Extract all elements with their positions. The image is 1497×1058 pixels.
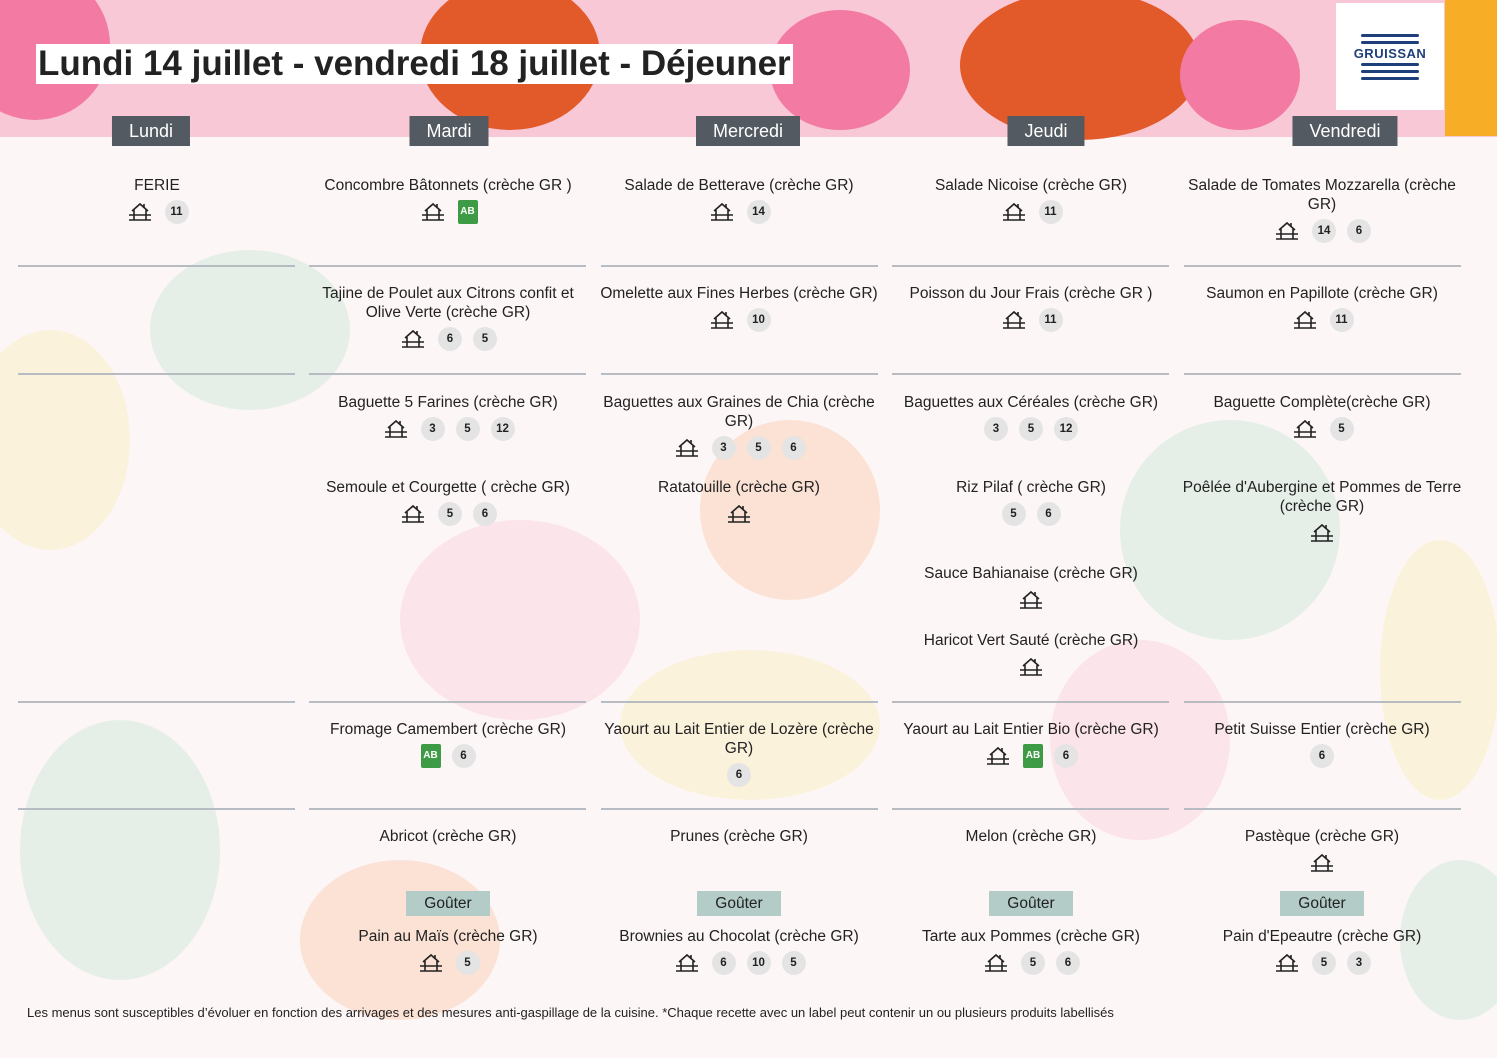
allergen-badge: 6 bbox=[1056, 951, 1080, 975]
menu-item bbox=[308, 478, 588, 526]
pink-shape bbox=[1180, 20, 1300, 130]
house-icon bbox=[1308, 521, 1336, 545]
house-icon bbox=[1308, 851, 1336, 875]
logo-wave bbox=[1361, 70, 1419, 73]
pale-yellow-shape bbox=[0, 330, 130, 550]
logo-text: GRUISSAN bbox=[1353, 45, 1427, 61]
row-separator bbox=[1184, 265, 1461, 267]
allergen-badge: 5 bbox=[1312, 951, 1336, 975]
menu-item-name: Ratatouille (crèche GR) bbox=[658, 479, 820, 496]
allergen-badge: 3 bbox=[1347, 951, 1371, 975]
menu-item bbox=[599, 827, 879, 846]
menu-item-name: Concombre Bâtonnets (crèche GR ) bbox=[324, 177, 572, 194]
allergen-badge: 11 bbox=[1330, 308, 1354, 332]
menu-item-icons bbox=[1182, 219, 1462, 243]
house-icon bbox=[399, 327, 427, 351]
row-separator bbox=[1184, 701, 1461, 703]
menu-item bbox=[891, 564, 1171, 612]
menu-item-name: Tajine de Poulet aux Citrons confit et Olive Verte (crèche GR) bbox=[322, 285, 574, 321]
menu-item bbox=[599, 720, 879, 787]
house-icon bbox=[1017, 655, 1045, 679]
row-separator bbox=[892, 265, 1169, 267]
menu-item-name: Riz Pilaf ( crèche GR) bbox=[956, 479, 1106, 496]
menu-item-name: Prunes (crèche GR) bbox=[670, 828, 808, 845]
row-separator bbox=[601, 265, 878, 267]
allergen-badge: 5 bbox=[456, 417, 480, 441]
day-header-lundi: Lundi bbox=[112, 116, 190, 146]
menu-item-name: Baguettes aux Graines de Chia (crèche GR) bbox=[603, 394, 875, 430]
allergen-badge: 5 bbox=[1002, 502, 1026, 526]
menu-item bbox=[599, 284, 879, 332]
logo-wave bbox=[1361, 41, 1419, 44]
day-header-vendredi: Vendredi bbox=[1292, 116, 1397, 146]
gouter-label-mercredi: Goûter bbox=[697, 891, 781, 916]
row-separator bbox=[892, 373, 1169, 375]
logo-wave bbox=[1361, 63, 1419, 66]
row-separator bbox=[1184, 808, 1461, 810]
day-header-mardi: Mardi bbox=[409, 116, 488, 146]
house-icon bbox=[382, 417, 410, 441]
menu-item-icons bbox=[891, 308, 1171, 332]
menu-item-icons bbox=[1182, 951, 1462, 975]
menu-item-name: Salade de Tomates Mozzarella (crèche GR) bbox=[1188, 177, 1456, 213]
menu-item bbox=[308, 827, 588, 846]
allergen-badge: 5 bbox=[782, 951, 806, 975]
menu-item bbox=[1182, 720, 1462, 768]
allergen-badge: 11 bbox=[1039, 308, 1063, 332]
house-icon bbox=[1273, 219, 1301, 243]
row-separator bbox=[309, 373, 586, 375]
menu-item-icons bbox=[599, 436, 879, 460]
day-header-mercredi: Mercredi bbox=[696, 116, 800, 146]
menu-item bbox=[17, 176, 297, 224]
menu-item-name: Melon (crèche GR) bbox=[965, 828, 1097, 845]
row-separator bbox=[892, 808, 1169, 810]
allergen-badge: 5 bbox=[473, 327, 497, 351]
menu-item bbox=[599, 393, 879, 460]
menu-item-icons bbox=[1182, 417, 1462, 441]
menu-item bbox=[1182, 284, 1462, 332]
row-separator bbox=[892, 701, 1169, 703]
house-icon bbox=[982, 951, 1010, 975]
row-separator bbox=[18, 373, 295, 375]
logo-wave bbox=[1361, 77, 1419, 80]
menu-item-icons bbox=[891, 502, 1171, 526]
house-icon bbox=[725, 502, 753, 526]
allergen-badge: 6 bbox=[712, 951, 736, 975]
menu-item bbox=[891, 478, 1171, 526]
logo-wave bbox=[1361, 34, 1419, 37]
menu-item-icons bbox=[599, 308, 879, 332]
house-icon bbox=[419, 200, 447, 224]
allergen-badge: 11 bbox=[165, 200, 189, 224]
house-icon bbox=[673, 951, 701, 975]
menu-item-name: Baguette Complète(crèche GR) bbox=[1213, 394, 1431, 411]
menu-item bbox=[308, 176, 588, 224]
menu-item-name: Baguette 5 Farines (crèche GR) bbox=[338, 394, 558, 411]
menu-item-name: Poisson du Jour Frais (crèche GR ) bbox=[909, 285, 1153, 302]
menu-item-name: FERIE bbox=[134, 177, 180, 194]
row-separator bbox=[309, 265, 586, 267]
row-separator bbox=[18, 808, 295, 810]
allergen-badge: 5 bbox=[1021, 951, 1045, 975]
allergen-badge: 3 bbox=[712, 436, 736, 460]
house-icon bbox=[1000, 308, 1028, 332]
menu-item bbox=[891, 393, 1171, 441]
menu-item-icons bbox=[308, 327, 588, 351]
menu-item-name: Pain d'Epeautre (crèche GR) bbox=[1222, 928, 1422, 945]
menu-item-name: Poêlée d'Aubergine et Pommes de Terre (crèche GR) bbox=[1182, 479, 1462, 515]
house-icon bbox=[1000, 200, 1028, 224]
row-separator bbox=[18, 701, 295, 703]
menu-item-icons bbox=[1182, 744, 1462, 768]
menu-item-icons bbox=[308, 502, 588, 526]
menu-item bbox=[891, 720, 1171, 768]
menu-item-name: Yaourt au Lait Entier de Lozère (crèche GR) bbox=[604, 721, 874, 757]
menu-item-name: Yaourt au Lait Entier Bio (crèche GR) bbox=[903, 721, 1159, 738]
menu-item-icons bbox=[891, 588, 1171, 612]
allergen-badge: 10 bbox=[747, 951, 771, 975]
menu-item bbox=[1182, 927, 1462, 975]
allergen-badge: 10 bbox=[747, 308, 771, 332]
ab-organic-icon: AB bbox=[1023, 744, 1043, 768]
menu-item-name: Pain au Maïs (crèche GR) bbox=[358, 928, 538, 945]
menu-item-icons bbox=[599, 200, 879, 224]
house-icon bbox=[673, 436, 701, 460]
menu-item-name: Salade de Betterave (crèche GR) bbox=[624, 177, 854, 194]
allergen-badge: 5 bbox=[456, 951, 480, 975]
menu-item bbox=[891, 927, 1171, 975]
row-separator bbox=[601, 808, 878, 810]
menu-item-icons bbox=[308, 951, 588, 975]
menu-item bbox=[599, 176, 879, 224]
menu-item-icons bbox=[308, 417, 588, 441]
allergen-badge: 6 bbox=[452, 744, 476, 768]
menu-item-icons bbox=[599, 763, 879, 787]
menu-item-icons bbox=[308, 200, 588, 224]
menu-item-icons bbox=[1182, 308, 1462, 332]
allergen-badge: 6 bbox=[727, 763, 751, 787]
pale-pink-shape bbox=[400, 520, 640, 720]
menu-item-icons bbox=[308, 744, 588, 768]
row-separator bbox=[309, 701, 586, 703]
menu-item bbox=[1182, 393, 1462, 441]
allergen-badge: 3 bbox=[421, 417, 445, 441]
row-separator bbox=[601, 373, 878, 375]
menu-item-name: Salade Nicoise (crèche GR) bbox=[934, 177, 1128, 194]
menu-item-name: Tarte aux Pommes (crèche GR) bbox=[922, 928, 1140, 945]
house-icon bbox=[399, 502, 427, 526]
menu-item-name: Semoule et Courgette ( crèche GR) bbox=[326, 479, 570, 496]
allergen-badge: 5 bbox=[1019, 417, 1043, 441]
yellow-shape bbox=[1445, 0, 1497, 136]
menu-item-icons bbox=[599, 951, 879, 975]
house-icon bbox=[1273, 951, 1301, 975]
gouter-label-vendredi: Goûter bbox=[1280, 891, 1364, 916]
allergen-badge: 5 bbox=[438, 502, 462, 526]
menu-item-icons bbox=[891, 200, 1171, 224]
allergen-badge: 6 bbox=[1037, 502, 1061, 526]
menu-item bbox=[891, 284, 1171, 332]
footer-note: Les menus sont susceptibles d’évoluer en fonction des arrivages et des mesures anti-gaspillage de la cuisine. *Chaque recette avec un label peut contenir un ou plusieurs produits labellisés bbox=[27, 1005, 1114, 1020]
gouter-label-mardi: Goûter bbox=[406, 891, 490, 916]
allergen-badge: 6 bbox=[1347, 219, 1371, 243]
menu-item-name: Petit Suisse Entier (crèche GR) bbox=[1214, 721, 1430, 738]
menu-item-name: Baguettes aux Céréales (crèche GR) bbox=[903, 394, 1159, 411]
house-icon bbox=[126, 200, 154, 224]
menu-item-name: Omelette aux Fines Herbes (crèche GR) bbox=[600, 285, 878, 302]
menu-item bbox=[308, 284, 588, 351]
house-icon bbox=[708, 308, 736, 332]
allergen-badge: 5 bbox=[1330, 417, 1354, 441]
menu-item-icons bbox=[891, 417, 1171, 441]
allergen-badge: 14 bbox=[1312, 219, 1336, 243]
allergen-badge: 3 bbox=[984, 417, 1008, 441]
menu-item-name: Fromage Camembert (crèche GR) bbox=[329, 721, 566, 738]
menu-item bbox=[891, 631, 1171, 679]
house-icon bbox=[1017, 588, 1045, 612]
menu-item-icons bbox=[1182, 521, 1462, 545]
menu-item-name: Saumon en Papillote (crèche GR) bbox=[1206, 285, 1438, 302]
gruissan-logo bbox=[1336, 3, 1444, 110]
menu-item-icons bbox=[599, 502, 879, 526]
allergen-badge: 6 bbox=[1054, 744, 1078, 768]
gouter-label-jeudi: Goûter bbox=[989, 891, 1073, 916]
ab-organic-icon: AB bbox=[458, 200, 478, 224]
allergen-badge: 6 bbox=[1310, 744, 1334, 768]
menu-item-icons bbox=[891, 655, 1171, 679]
house-icon bbox=[1291, 308, 1319, 332]
menu-item bbox=[599, 927, 879, 975]
allergen-badge: 6 bbox=[782, 436, 806, 460]
allergen-badge: 11 bbox=[1039, 200, 1063, 224]
menu-item bbox=[1182, 478, 1462, 545]
allergen-badge: 6 bbox=[438, 327, 462, 351]
menu-item bbox=[891, 176, 1171, 224]
allergen-badge: 6 bbox=[473, 502, 497, 526]
menu-item-icons bbox=[891, 744, 1171, 768]
row-separator bbox=[309, 808, 586, 810]
menu-item bbox=[308, 927, 588, 975]
allergen-badge: 12 bbox=[491, 417, 515, 441]
house-icon bbox=[1291, 417, 1319, 441]
allergen-badge: 12 bbox=[1054, 417, 1078, 441]
house-icon bbox=[708, 200, 736, 224]
menu-item bbox=[308, 720, 588, 768]
menu-item-name: Pastèque (crèche GR) bbox=[1244, 828, 1400, 845]
page-title: Lundi 14 juillet - vendredi 18 juillet - Déjeuner bbox=[38, 44, 791, 83]
menu-item bbox=[1182, 827, 1462, 875]
pale-green-shape bbox=[20, 720, 220, 980]
allergen-badge: 5 bbox=[747, 436, 771, 460]
row-separator bbox=[1184, 373, 1461, 375]
menu-item-name: Abricot (crèche GR) bbox=[379, 828, 517, 845]
menu-item bbox=[308, 393, 588, 441]
house-icon bbox=[984, 744, 1012, 768]
row-separator bbox=[601, 701, 878, 703]
ab-organic-icon: AB bbox=[421, 744, 441, 768]
menu-item bbox=[1182, 176, 1462, 243]
menu-item-name: Brownies au Chocolat (crèche GR) bbox=[619, 928, 859, 945]
day-header-jeudi: Jeudi bbox=[1007, 116, 1084, 146]
allergen-badge: 14 bbox=[747, 200, 771, 224]
menu-item-icons bbox=[17, 200, 297, 224]
row-separator bbox=[18, 265, 295, 267]
menu-item-name: Sauce Bahianaise (crèche GR) bbox=[924, 565, 1138, 582]
menu-item-icons bbox=[1182, 851, 1462, 875]
menu-item-icons bbox=[891, 951, 1171, 975]
house-icon bbox=[417, 951, 445, 975]
menu-item bbox=[891, 827, 1171, 846]
menu-item-name: Haricot Vert Sauté (crèche GR) bbox=[923, 632, 1139, 649]
menu-item bbox=[599, 478, 879, 526]
